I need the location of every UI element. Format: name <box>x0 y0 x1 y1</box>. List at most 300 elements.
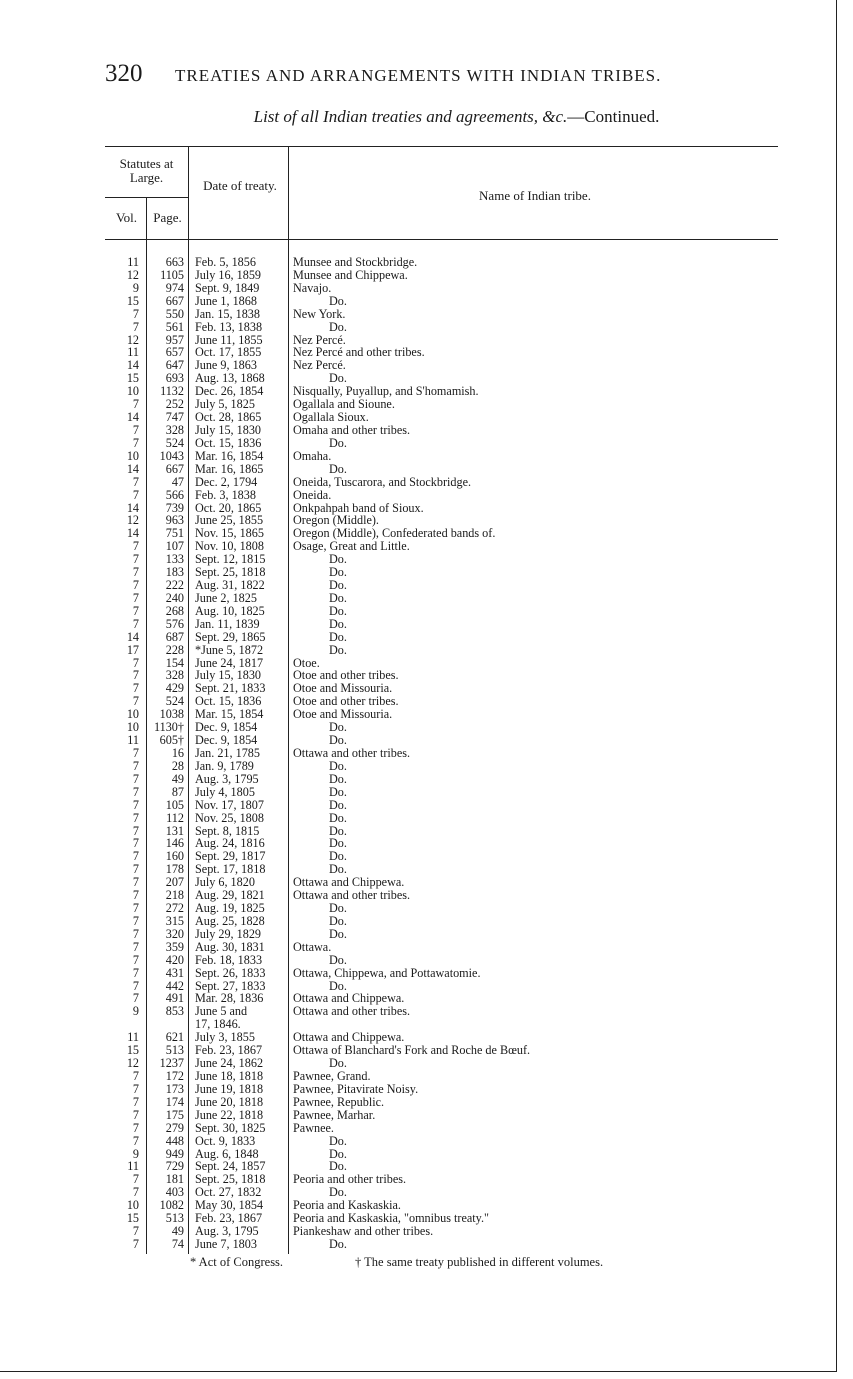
page-cell: 320 <box>165 926 184 941</box>
page-cell: 1237 <box>159 1056 184 1070</box>
page-cell: 252 <box>165 397 184 412</box>
page-cell: 160 <box>165 849 184 864</box>
vol-cell: 10 <box>126 707 139 722</box>
page-cell: 963 <box>165 513 184 528</box>
tribe-name-cell: Ottawa and Chippewa. <box>293 1030 405 1045</box>
page-cell: 949 <box>165 1146 184 1161</box>
tribe-name-cell: Peoria and Kaskaskia, "omnibus treaty." <box>293 1211 489 1226</box>
tribe-name-cell: Do. <box>329 849 347 864</box>
vol-cell: 10 <box>126 448 139 463</box>
page-cell: 448 <box>165 1133 184 1148</box>
tribe-name-cell: Ottawa and Chippewa. <box>293 875 405 890</box>
vol-cell: 11 <box>127 1159 139 1174</box>
vol-cell: 14 <box>126 461 139 476</box>
vol-cell: 11 <box>127 733 139 747</box>
page-cell: 576 <box>165 616 184 631</box>
vol-cell: 7 <box>132 746 139 760</box>
date-cell: Feb. 18, 1833 <box>195 952 263 967</box>
date-cell: Aug. 3, 1795 <box>195 1224 259 1238</box>
caption-continued: —Continued. <box>567 107 660 126</box>
table-top-rule <box>105 146 778 147</box>
tribe-name-cell: Ottawa of Blanchard's Fork and Roche de Bœuf. <box>293 1043 531 1058</box>
page-cell: 174 <box>165 1094 184 1109</box>
tribe-name-cell: Oneida. <box>293 487 332 502</box>
page-cell: 49 <box>171 1224 184 1238</box>
date-cell: Aug. 19, 1825 <box>195 901 265 915</box>
vol-cell: 7 <box>132 875 139 890</box>
tribe-name-cell: Oneida, Tuscarora, and Stockbridge. <box>293 474 472 489</box>
date-cell: May 30, 1854 <box>195 1198 264 1213</box>
page-cell: 175 <box>165 1107 184 1122</box>
date-cell: Nov. 17, 1807 <box>195 797 264 812</box>
tribe-name-cell: Peoria and Kaskaskia. <box>293 1198 401 1213</box>
date-cell: *June 5, 1872 <box>195 642 264 657</box>
date-cell: Sept. 8, 1815 <box>195 823 260 838</box>
date-cell: Aug. 13, 1868 <box>195 371 265 386</box>
tribe-name-cell: Do. <box>329 435 347 450</box>
tribe-name-cell: Pawnee. <box>293 1120 334 1135</box>
date-cell: June 24, 1862 <box>195 1056 264 1070</box>
vol-cell: 7 <box>132 435 139 450</box>
tribe-name-cell: Do. <box>329 629 347 644</box>
page-cell: 328 <box>165 668 184 683</box>
header-name: Name of Indian tribe. <box>479 188 591 203</box>
tribe-name-cell: Do. <box>329 1133 347 1148</box>
page-cell: 16 <box>171 746 184 760</box>
date-cell: June 2, 1825 <box>195 590 257 605</box>
page-cell: 657 <box>165 345 184 360</box>
date-cell: Dec. 9, 1854 <box>195 733 258 747</box>
page-cell: 687 <box>165 629 184 644</box>
vol-cell: 17 <box>126 642 139 657</box>
tribe-name-cell: Do. <box>329 771 347 786</box>
date-cell: June 22, 1818 <box>195 1107 264 1122</box>
page-cell: 513 <box>165 1043 184 1058</box>
vol-cell: 7 <box>132 849 139 864</box>
tribe-name-cell: Do. <box>329 578 347 592</box>
vol-cell: 7 <box>132 474 139 489</box>
vol-cell: 11 <box>127 1030 139 1045</box>
page-cell: 403 <box>165 1185 184 1200</box>
page-cell: 431 <box>165 965 184 980</box>
vol-cell: 7 <box>132 913 139 928</box>
tribe-name-cell: Piankeshaw and other tribes. <box>293 1224 434 1238</box>
date-cell: Nov. 25, 1808 <box>195 810 264 825</box>
tribe-name-cell: Nisqually, Puyallup, and S'homamish. <box>293 384 479 399</box>
date-cell: July 15, 1830 <box>195 423 262 437</box>
vol-cell: 7 <box>132 823 139 838</box>
tribe-name-cell: Do. <box>329 978 347 993</box>
page-cell: 183 <box>165 565 184 580</box>
vol-cell: 7 <box>132 952 139 967</box>
date-cell: June 24, 1817 <box>195 655 264 670</box>
vol-cell: 7 <box>132 616 139 631</box>
tribe-name-cell: Do. <box>329 823 347 838</box>
tribe-name-cell: Otoe and Missouria. <box>293 681 393 696</box>
vol-cell: 9 <box>132 1146 139 1161</box>
vol-cell: 7 <box>132 991 139 1006</box>
page-cell: 566 <box>165 487 184 502</box>
page-cell: 268 <box>165 603 184 618</box>
footnote-same-treaty: † The same treaty published in different volumes. <box>355 1255 604 1269</box>
date-cell: Dec. 2, 1794 <box>195 474 258 489</box>
tribe-name-cell: Pawnee, Republic. <box>293 1094 385 1109</box>
tribe-name-cell: Ottawa and other tribes. <box>293 888 411 903</box>
page-cell: 491 <box>165 991 184 1006</box>
tribe-name-cell: Onkpahpah band of Sioux. <box>293 500 424 515</box>
tribe-name-cell: Do. <box>329 552 347 567</box>
date-cell: July 6, 1820 <box>195 875 255 890</box>
tribe-name-cell: Omaha and other tribes. <box>293 423 411 437</box>
page-cell: 207 <box>165 875 184 890</box>
tribe-name-cell: Do. <box>329 952 347 967</box>
date-cell: Sept. 25, 1818 <box>195 565 266 580</box>
vol-cell: 7 <box>132 926 139 941</box>
tribe-name-cell: Do. <box>329 461 347 476</box>
page-cell: 181 <box>165 1172 184 1187</box>
page-edge-right <box>836 0 837 1372</box>
date-cell: 17, 1846. <box>195 1017 241 1032</box>
vol-cell: 7 <box>132 487 139 502</box>
page-cell: 667 <box>165 461 184 476</box>
tribe-name-cell: Nez Percé. <box>293 332 346 347</box>
tribe-name-cell: Nez Percé. <box>293 358 346 373</box>
vol-cell: 7 <box>132 1236 139 1251</box>
page-cell: 315 <box>165 913 184 928</box>
page-cell: 429 <box>165 681 184 696</box>
date-cell: Jan. 15, 1838 <box>195 306 260 321</box>
date-cell: Aug. 30, 1831 <box>195 939 265 954</box>
date-cell: Feb. 23, 1867 <box>195 1043 263 1058</box>
page-cell: 272 <box>165 901 184 915</box>
page-cell: 605† <box>159 733 184 747</box>
page-cell: 107 <box>165 539 184 554</box>
tribe-name-cell: Do. <box>329 810 347 825</box>
vol-cell: 15 <box>126 1211 139 1226</box>
date-cell: Mar. 16, 1854 <box>195 448 264 463</box>
tribe-name-cell: Do. <box>329 603 347 618</box>
tribe-name-cell: Do. <box>329 1236 347 1251</box>
vol-cell: 7 <box>132 565 139 580</box>
date-cell: June 11, 1855 <box>195 332 263 347</box>
page-cell: 105 <box>165 797 184 812</box>
tribe-name-cell: Oregon (Middle), Confederated bands of. <box>293 526 496 541</box>
date-cell: Nov. 15, 1865 <box>195 526 264 541</box>
page-cell: 1082 <box>159 1198 184 1213</box>
vol-cell: 7 <box>132 810 139 825</box>
page-cell: 240 <box>165 590 184 605</box>
vol-cell: 14 <box>126 526 139 541</box>
page-cell: 693 <box>165 371 184 386</box>
vol-cell: 11 <box>127 345 139 360</box>
vol-cell: 7 <box>132 668 139 683</box>
tribe-name-cell: Munsee and Stockbridge. <box>293 255 418 269</box>
tribe-name-cell: Do. <box>329 1159 347 1174</box>
page-cell: 957 <box>165 332 184 347</box>
page-cell: 524 <box>165 694 184 709</box>
date-cell: Aug. 10, 1825 <box>195 603 265 618</box>
page-cell: 739 <box>165 500 184 515</box>
page-date-divider <box>188 146 189 1254</box>
page-cell: 28 <box>171 758 184 773</box>
vol-cell: 7 <box>132 1094 139 1109</box>
header-page: Page. <box>153 210 182 225</box>
page-cell: 1130† <box>153 720 184 735</box>
page-cell: 131 <box>165 823 184 838</box>
vol-cell: 7 <box>132 1081 139 1096</box>
vol-cell: 7 <box>132 590 139 605</box>
vol-cell: 7 <box>132 797 139 812</box>
page-cell: 853 <box>165 1004 184 1019</box>
date-cell: Sept. 9, 1849 <box>195 280 260 295</box>
date-cell: July 29, 1829 <box>195 926 262 941</box>
vol-cell: 7 <box>132 939 139 954</box>
vol-cell: 7 <box>132 306 139 321</box>
date-cell: Sept. 12, 1815 <box>195 552 266 567</box>
vol-cell: 12 <box>126 332 139 347</box>
date-cell: Sept. 26, 1833 <box>195 965 266 980</box>
tribe-name-cell: Do. <box>329 371 347 386</box>
tribe-name-cell: Oregon (Middle). <box>293 513 379 528</box>
page-cell: 359 <box>165 939 184 954</box>
tribe-name-cell: Do. <box>329 590 347 605</box>
vol-cell: 7 <box>132 423 139 437</box>
tribe-name-cell: Do. <box>329 1146 347 1161</box>
page-cell: 222 <box>165 578 184 592</box>
vol-cell: 7 <box>132 901 139 915</box>
tribe-name-cell: Pawnee, Marhar. <box>293 1107 376 1122</box>
tribe-name-cell: Do. <box>329 1056 347 1070</box>
date-cell: July 15, 1830 <box>195 668 262 683</box>
date-cell: Aug. 3, 1795 <box>195 771 259 786</box>
tribe-name-cell: Do. <box>329 565 347 580</box>
vol-cell: 7 <box>132 1224 139 1238</box>
vol-cell: 10 <box>126 1198 139 1213</box>
page-cell: 173 <box>165 1081 184 1096</box>
vol-cell: 7 <box>132 681 139 696</box>
tribe-name-cell: Munsee and Chippewa. <box>293 267 408 282</box>
header-bottom-rule <box>105 239 778 240</box>
date-cell: Jan. 11, 1839 <box>195 616 260 631</box>
tribe-name-cell: Do. <box>329 319 347 334</box>
vol-cell: 7 <box>132 978 139 993</box>
date-cell: Oct. 17, 1855 <box>195 345 262 360</box>
tribe-name-cell: Do. <box>329 926 347 941</box>
page-cell: 751 <box>165 526 184 541</box>
page-cell: 1038 <box>159 707 184 722</box>
date-cell: Oct. 20, 1865 <box>195 500 262 515</box>
tribe-name-cell: Otoe and other tribes. <box>293 694 399 709</box>
tribe-name-cell: Do. <box>329 293 347 308</box>
tribe-name-cell: Do. <box>329 836 347 851</box>
header-vol: Vol. <box>115 210 138 225</box>
date-cell: July 5, 1825 <box>195 397 255 412</box>
tribe-name-cell: Ottawa and other tribes. <box>293 746 411 760</box>
tribe-name-cell: Do. <box>329 733 347 747</box>
vol-cell: 7 <box>132 965 139 980</box>
header-date: Date of treaty. <box>203 178 277 193</box>
date-cell: Feb. 3, 1838 <box>195 487 256 502</box>
date-cell: June 19, 1818 <box>195 1081 264 1096</box>
page-cell: 146 <box>165 836 184 851</box>
vol-cell: 7 <box>132 1069 139 1083</box>
vol-cell: 10 <box>126 384 139 399</box>
date-cell: Nov. 10, 1808 <box>195 539 264 554</box>
page-cell: 228 <box>165 642 184 657</box>
page-edge-bottom <box>0 1371 837 1372</box>
date-cell: Aug. 24, 1816 <box>195 836 265 851</box>
page-number: 320 <box>105 60 143 87</box>
vol-cell: 7 <box>132 1133 139 1148</box>
vol-cell: 7 <box>132 888 139 903</box>
running-head <box>105 60 745 90</box>
running-title: TREATIES AND ARRANGEMENTS WITH INDIAN TRIBES. <box>175 66 662 85</box>
page-cell: 729 <box>165 1159 184 1174</box>
page-cell: 279 <box>165 1120 184 1135</box>
vol-cell: 7 <box>132 771 139 786</box>
page-cell: 47 <box>171 474 184 489</box>
tribe-name-cell: Otoe. <box>293 655 320 670</box>
date-cell: Oct. 28, 1865 <box>195 410 262 424</box>
page-cell: 442 <box>165 978 184 993</box>
date-cell: Mar. 15, 1854 <box>195 707 264 722</box>
date-cell: Dec. 26, 1854 <box>195 384 264 399</box>
vol-cell: 12 <box>126 513 139 528</box>
tribe-name-cell: Do. <box>329 758 347 773</box>
date-cell: June 18, 1818 <box>195 1069 264 1083</box>
date-cell: Sept. 21, 1833 <box>195 681 266 696</box>
vol-cell: 15 <box>126 1043 139 1058</box>
page-cell: 172 <box>165 1069 184 1083</box>
date-cell: July 16, 1859 <box>195 267 262 282</box>
vol-cell: 12 <box>126 1056 139 1070</box>
date-cell: Jan. 9, 1789 <box>195 758 254 773</box>
tribe-name-cell: Do. <box>329 862 347 877</box>
page-cell: 178 <box>165 862 184 877</box>
date-cell: June 9, 1863 <box>195 358 257 373</box>
vol-cell: 10 <box>126 720 139 735</box>
page-cell: 218 <box>165 888 184 903</box>
vol-cell: 7 <box>132 539 139 554</box>
date-cell: July 3, 1855 <box>195 1030 255 1045</box>
page-cell: 524 <box>165 435 184 450</box>
date-cell: July 4, 1805 <box>195 784 255 799</box>
date-cell: Aug. 25, 1828 <box>195 913 265 928</box>
tribe-name-cell: Otoe and Missouria. <box>293 707 393 722</box>
date-cell: Sept. 30, 1825 <box>195 1120 266 1135</box>
vol-cell: 15 <box>126 293 139 308</box>
date-cell: Sept. 25, 1818 <box>195 1172 266 1187</box>
page-cell: 74 <box>171 1236 184 1251</box>
date-cell: June 1, 1868 <box>195 293 257 308</box>
tribe-name-cell: New York. <box>293 306 346 321</box>
page-cell: 561 <box>165 319 184 334</box>
page-cell: 420 <box>165 952 184 967</box>
vol-cell: 7 <box>132 578 139 592</box>
tribe-name-cell: Do. <box>329 1185 347 1200</box>
page-cell: 550 <box>165 306 184 321</box>
tribe-name-cell: Ottawa. <box>293 939 332 954</box>
tribe-name-cell: Pawnee, Grand. <box>293 1069 371 1083</box>
vol-cell: 7 <box>132 836 139 851</box>
page-cell: 1132 <box>160 384 184 399</box>
date-cell: Aug. 6, 1848 <box>195 1146 259 1161</box>
tribe-name-cell: Do. <box>329 901 347 915</box>
vol-cell: 7 <box>132 784 139 799</box>
page-cell: 1105 <box>160 267 184 282</box>
tribe-name-cell: Osage, Great and Little. <box>293 539 410 554</box>
vol-cell: 14 <box>126 358 139 373</box>
vol-cell: 14 <box>126 629 139 644</box>
date-cell: Oct. 27, 1832 <box>195 1185 262 1200</box>
vol-cell: 7 <box>132 552 139 567</box>
vol-cell: 7 <box>132 862 139 877</box>
page-cell: 133 <box>165 552 184 567</box>
vol-cell: 9 <box>132 280 139 295</box>
tribe-name-cell: Pawnee, Pitavirate Noisy. <box>293 1081 419 1096</box>
date-cell: Mar. 16, 1865 <box>195 461 264 476</box>
vol-cell: 7 <box>132 1120 139 1135</box>
tribe-name-cell: Do. <box>329 797 347 812</box>
vol-cell: 7 <box>132 655 139 670</box>
date-cell: Aug. 31, 1822 <box>195 578 265 592</box>
page-cell: 621 <box>165 1030 184 1045</box>
date-cell: Sept. 29, 1865 <box>195 629 266 644</box>
page-cell: 1043 <box>159 448 184 463</box>
page-cell: 87 <box>171 784 184 799</box>
date-cell: Sept. 27, 1833 <box>195 978 266 993</box>
date-cell: Sept. 24, 1857 <box>195 1159 266 1174</box>
tribe-name-cell: Ottawa and Chippewa. <box>293 991 405 1006</box>
vol-cell: 7 <box>132 319 139 334</box>
vol-cell: 14 <box>126 500 139 515</box>
vol-cell: 7 <box>132 758 139 773</box>
date-cell: Feb. 23, 1867 <box>195 1211 263 1226</box>
date-cell: June 20, 1818 <box>195 1094 264 1109</box>
tribe-name-cell: Do. <box>329 616 347 631</box>
caption-italic: List of all Indian treaties and agreements, &c. <box>253 107 568 126</box>
page-cell: 747 <box>165 410 184 424</box>
page-cell: 112 <box>166 810 184 825</box>
tribe-name-cell: Peoria and other tribes. <box>293 1172 407 1187</box>
date-cell: Oct. 15, 1836 <box>195 694 262 709</box>
page-cell: 328 <box>165 423 184 437</box>
vol-cell: 7 <box>132 694 139 709</box>
tribe-name-cell: Do. <box>329 642 347 657</box>
vol-cell: 11 <box>127 255 139 269</box>
page-cell: 154 <box>165 655 184 670</box>
tribe-name-cell: Ogallala Sioux. <box>293 410 369 424</box>
footnote-act: * Act of Congress. <box>190 1255 284 1269</box>
header-statutes: Statutes at Large. <box>119 156 174 185</box>
page-cell: 49 <box>171 771 184 786</box>
page-cell: 667 <box>165 293 184 308</box>
date-cell: Sept. 17, 1818 <box>195 862 266 877</box>
date-cell: Oct. 15, 1836 <box>195 435 262 450</box>
tribe-name-cell: Ottawa and other tribes. <box>293 1004 411 1019</box>
vol-cell: 7 <box>132 1107 139 1122</box>
date-cell: June 7, 1803 <box>195 1236 257 1251</box>
tribe-name-cell: Otoe and other tribes. <box>293 668 399 683</box>
date-cell: Jan. 21, 1785 <box>195 746 260 760</box>
date-cell: Feb. 5, 1856 <box>195 255 256 269</box>
date-cell: June 25, 1855 <box>195 513 264 528</box>
tribe-name-cell: Ottawa, Chippewa, and Pottawatomie. <box>293 965 481 980</box>
tribe-name-cell: Navajo. <box>293 280 332 295</box>
page-cell: 647 <box>165 358 184 373</box>
vol-cell: 12 <box>126 267 139 282</box>
date-cell: June 5 and <box>195 1004 248 1019</box>
